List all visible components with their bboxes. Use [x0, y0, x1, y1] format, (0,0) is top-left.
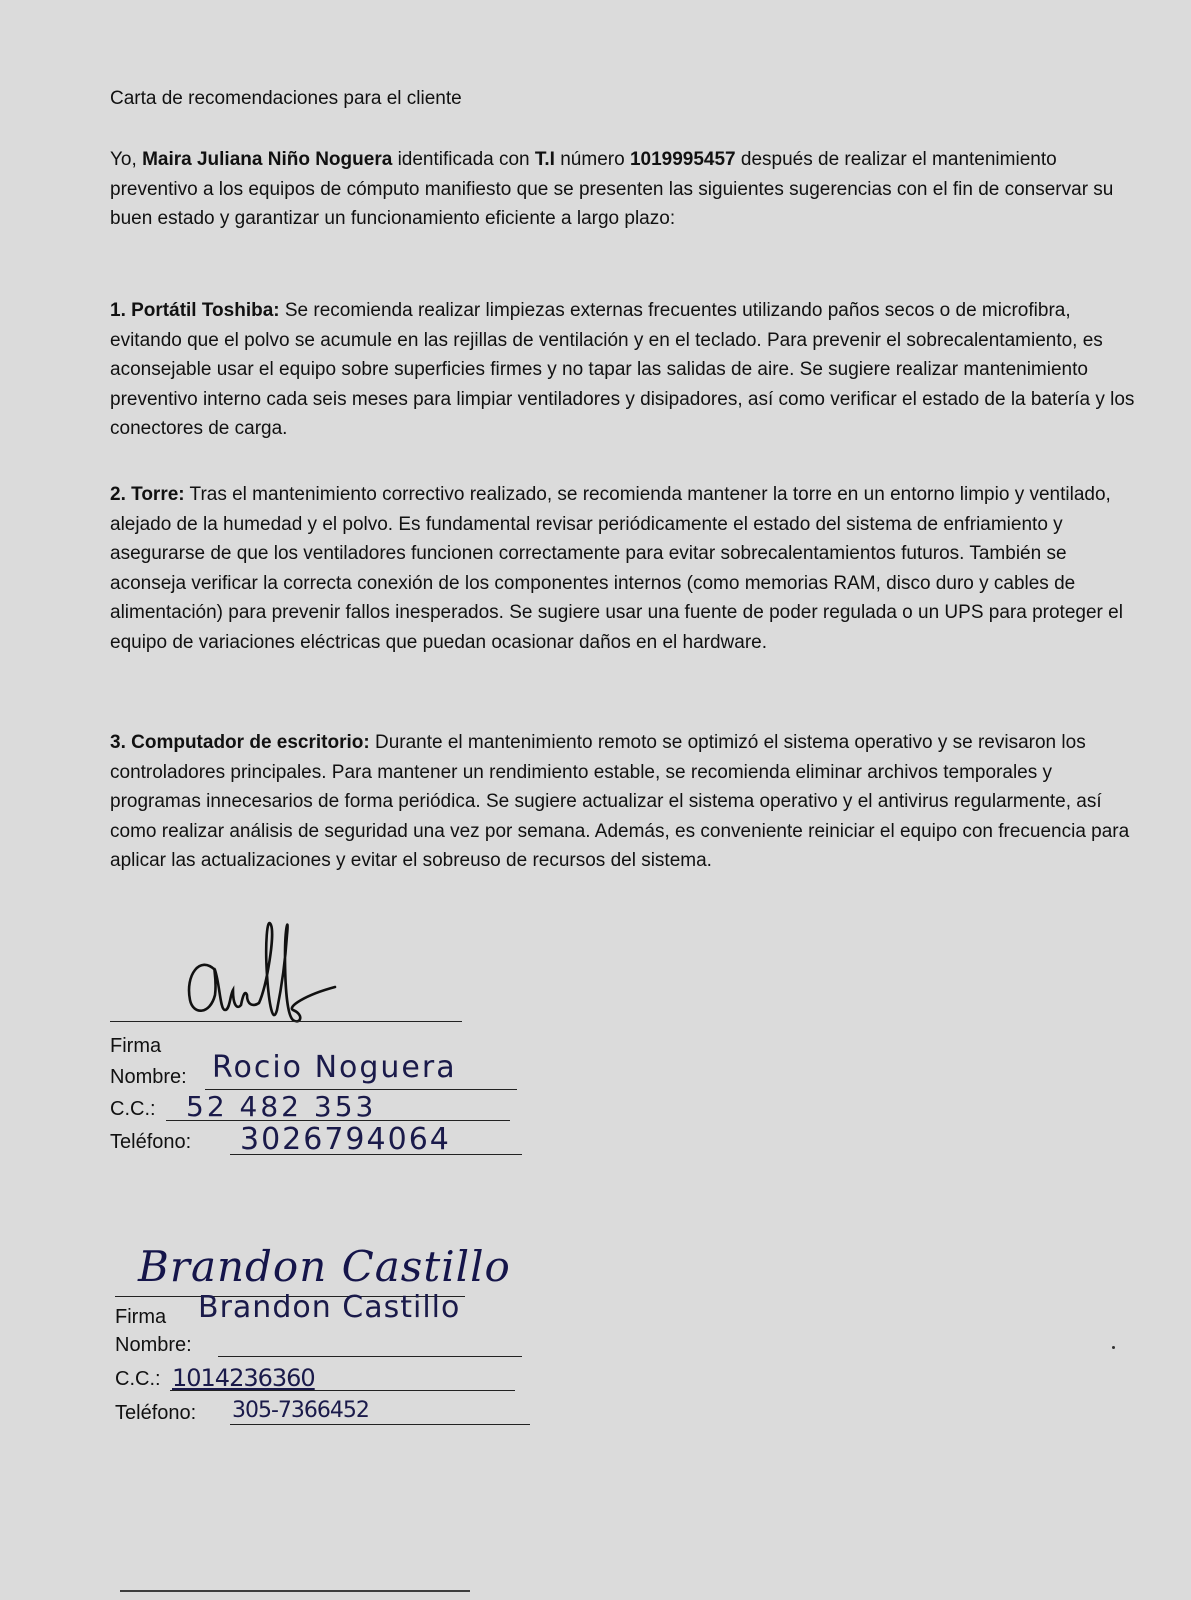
recommendation-item [110, 728, 1140, 876]
id-type: T.I [534, 149, 555, 170]
telefono-value: 305-7366452 [232, 1398, 369, 1423]
firma-label: Firma [110, 1035, 162, 1057]
telefono-value: 3026794064 [240, 1122, 451, 1157]
item-heading: 1. Portátil Toshiba: [110, 300, 280, 321]
cc-value: 1014236360 [172, 1364, 315, 1392]
author-name: Maira Juliana Niño Noguera [142, 149, 393, 170]
cc-label: C.C.: [115, 1368, 161, 1390]
signature-line [110, 1021, 462, 1022]
item-text: Durante el mantenimiento remoto se optimizó el sistema operativo y se revisaron los controladores principales. Para mantener un rendimiento estable, se recomienda eliminar archivos temporales y programas innecesarios de forma periódica. Se sugiere actualizar el sistema operativo y el antivirus regularmente, así como realizar análisis de seguridad una vez por semana. Además, es conveniente reiniciar el equipo con frecuencia para aplicar las actualizaciones y evitar el sobreuso de recursos del sistema. [110, 732, 1130, 872]
handwritten-signature-2: Brandon Castillo [138, 1242, 511, 1291]
cc-label: C.C.: [110, 1098, 156, 1120]
number-label: número [554, 149, 630, 170]
id-number: 1019995457 [629, 149, 736, 170]
intro-rest: después de realizar el mantenimiento preventivo a los equipos de cómputo manifiesto que se presenten las siguientes sugerencias con el fin de conservar su buen estado y garantizar un funcionamiento eficiente a largo plazo: [110, 149, 1114, 230]
item-heading: 2. Torre: [110, 484, 185, 505]
recommendation-item [110, 296, 1140, 444]
firma-value: Brandon Castillo [198, 1290, 461, 1325]
scan-speck [1112, 1346, 1115, 1349]
telefono-line [230, 1424, 530, 1425]
nombre-line [218, 1356, 522, 1357]
intro-middle: identificada con [392, 149, 535, 170]
nombre-label: Nombre: [110, 1066, 187, 1088]
nombre-value: Rocio Noguera [212, 1050, 457, 1085]
item-text: Tras el mantenimiento correctivo realizado, se recomienda mantener la torre en un entorno limpio y ventilado, alejado de la humedad y el polvo. Es fundamental revisar periódicamente el estado del sistema de enfriamiento y asegurarse de que los ventiladores funcionen correctamente para evitar sobrecalentamientos futuros. También se aconseja verificar la correcta conexión de los componentes internos (como memorias RAM, disco duro y cables de alimentación) para prevenir fallos inesperados. Se sugiere usar una fuente de poder regulada o un UPS para proteger el equipo de variaciones eléctricas que puedan ocasionar daños en el hardware. [110, 484, 1123, 653]
firma-label: Firma [115, 1306, 167, 1328]
intro-prefix: Yo, [110, 149, 143, 170]
cc-value: 52 482 353 [186, 1090, 377, 1123]
handwritten-signature-1 [175, 915, 355, 1035]
recommendation-item [110, 480, 1140, 658]
telefono-label: Teléfono: [115, 1402, 197, 1424]
bottom-signature-line [120, 1590, 470, 1592]
item-heading: 3. Computador de escritorio: [110, 732, 370, 753]
intro-paragraph [110, 145, 1140, 234]
telefono-label: Teléfono: [110, 1131, 192, 1153]
item-text: Se recomienda realizar limpiezas externas frecuentes utilizando paños secos o de microfibra, evitando que el polvo se acumule en las rejillas de ventilación y en el teclado. Para prevenir el sobrecalentamiento, es aconsejable usar el equipo sobre superficies firmes y no tapar las salidas de aire. Se sugiere realizar mantenimiento preventivo interno cada seis meses para limpiar ventiladores y disipadores, así como verificar el estado de la batería y los conectores de carga. [110, 300, 1135, 440]
nombre-label: Nombre: [115, 1334, 192, 1356]
letter-title: Carta de recomendaciones para el cliente [110, 88, 462, 109]
